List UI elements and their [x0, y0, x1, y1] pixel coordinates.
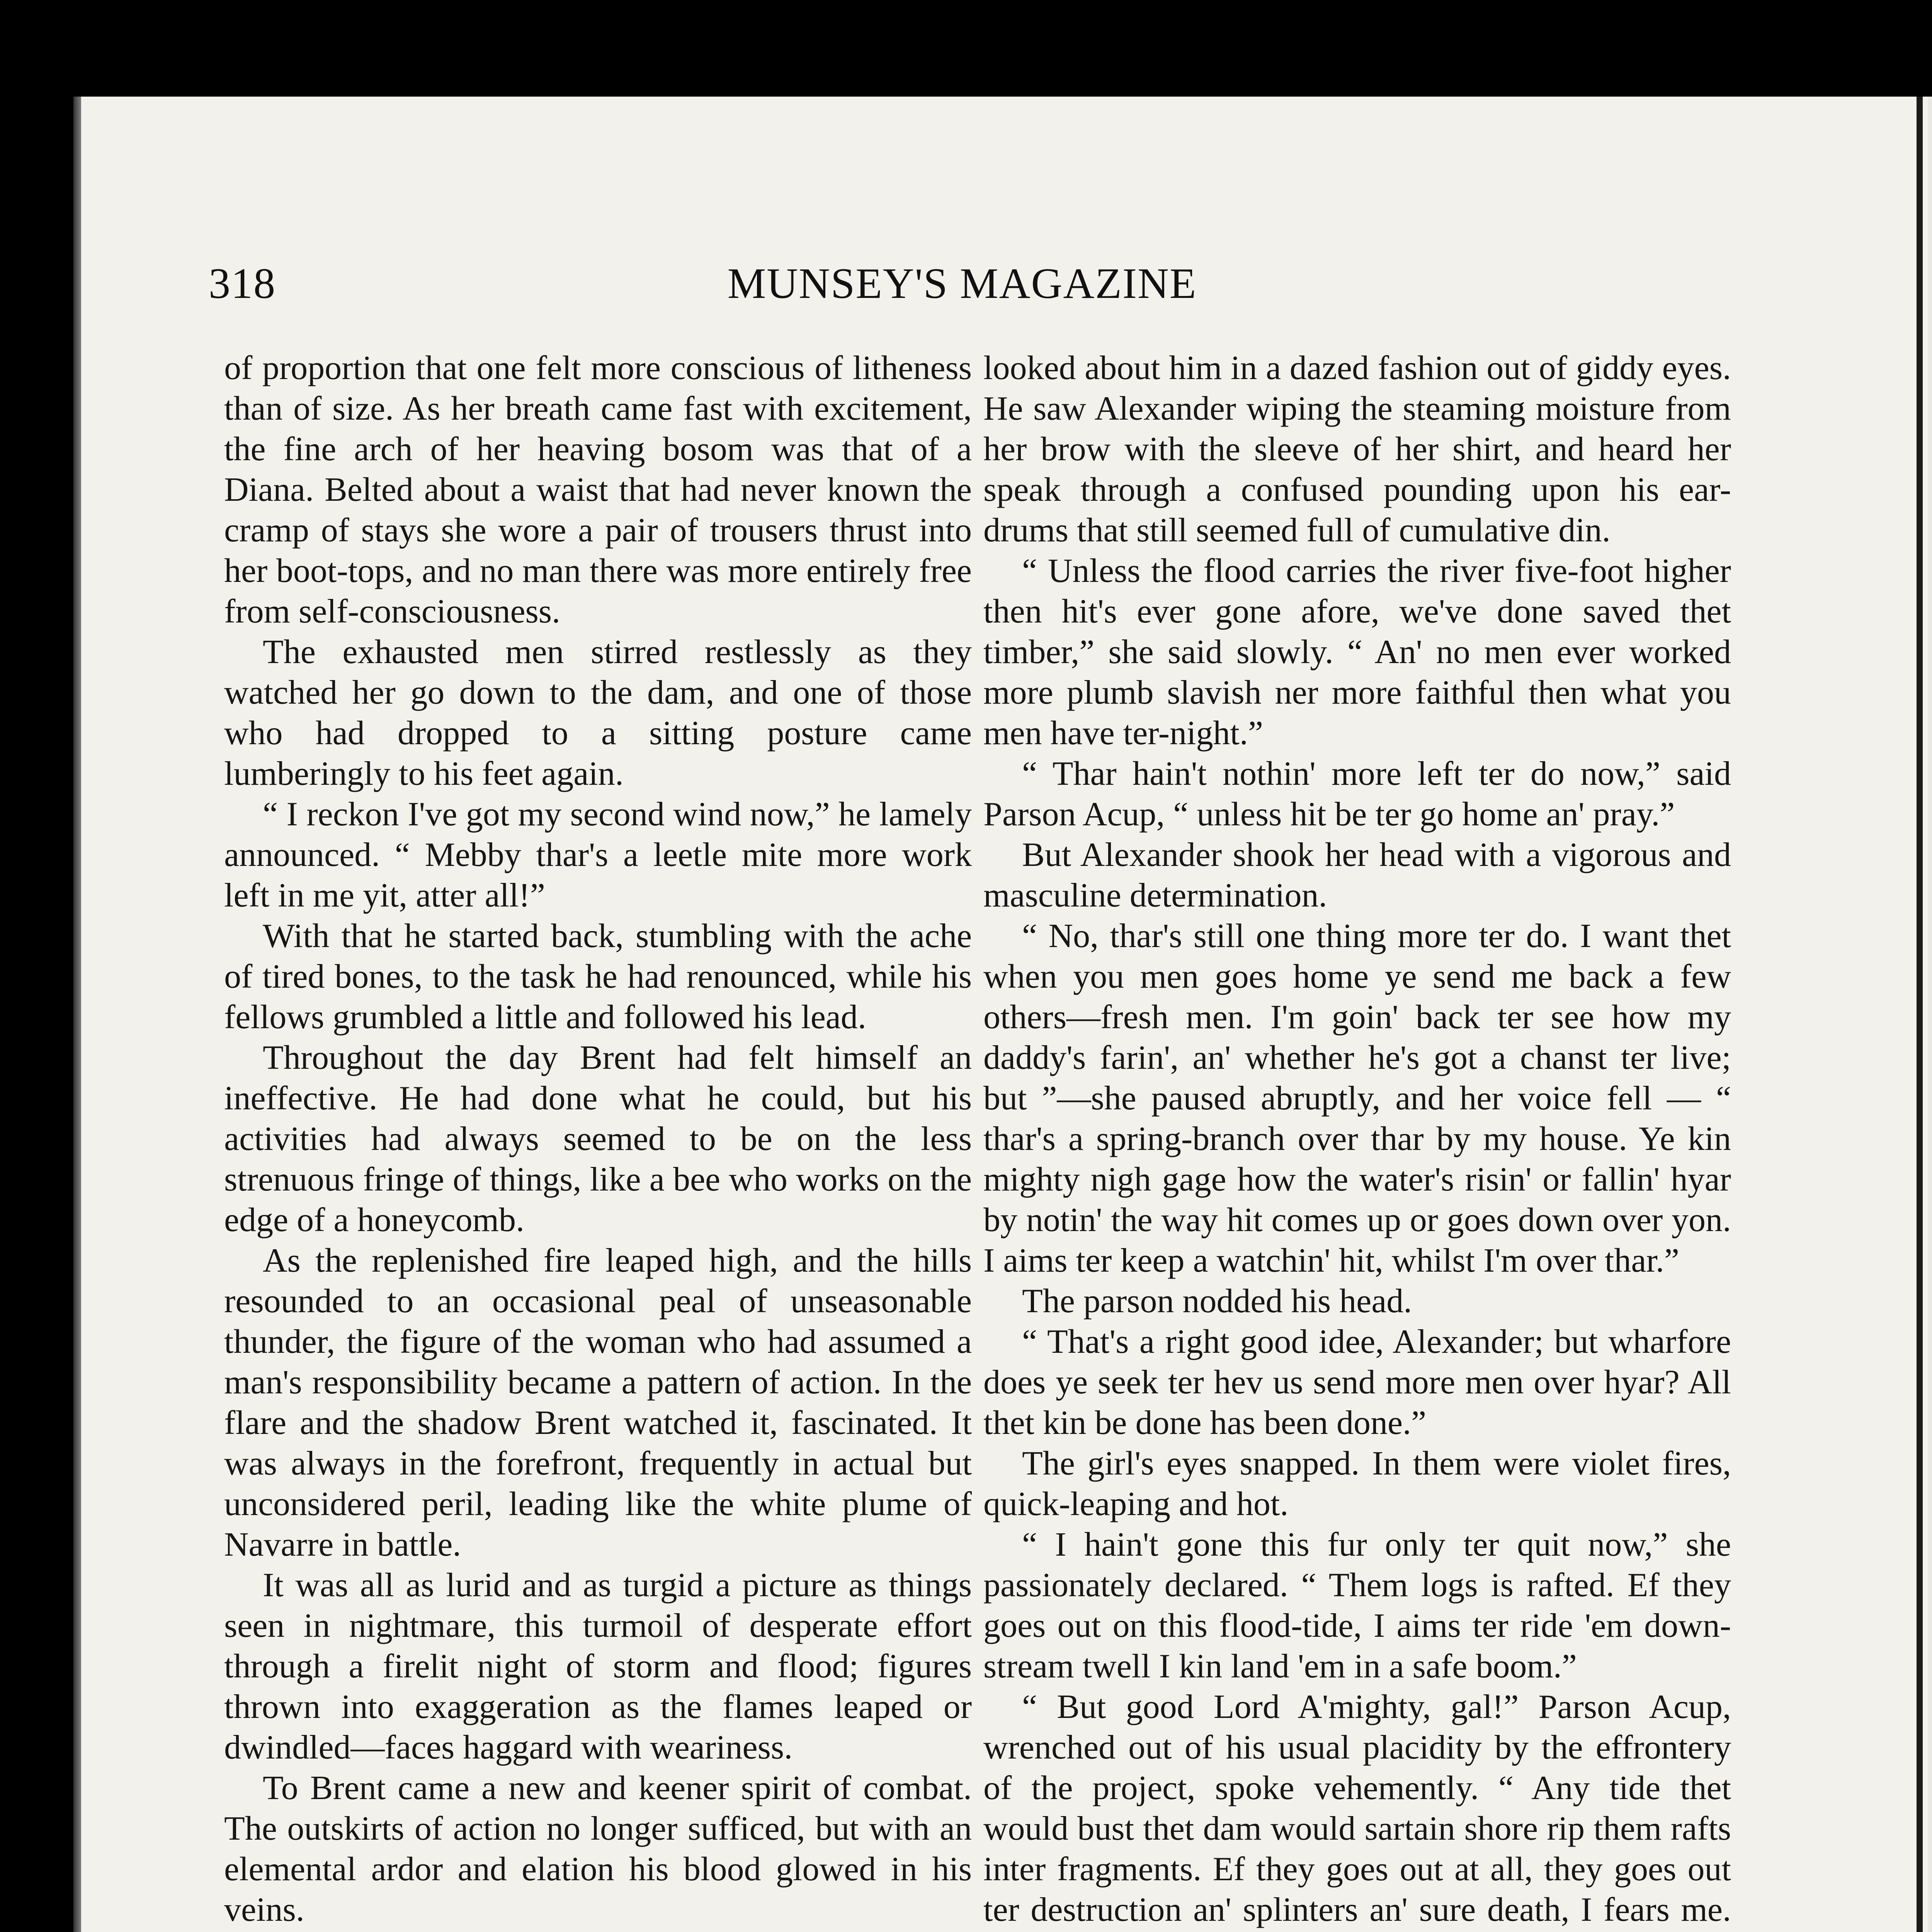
paragraph: The girl's eyes snapped. In them were violet fires, quick-leaping and hot. [983, 1445, 1731, 1523]
paragraph: Throughout the day Brent had felt himself an ineffective. He had done what he could, but his activities had always seemed to be on the less strenuous fringe of things, like a bee who works on the edge of a honeycomb. [224, 1039, 972, 1239]
paragraph: “ I hain't gone this fur only ter quit now,” she passionately declared. “ Them logs is rafted. Ef they goes out on this flood-tide, I aims ter ride 'em down-stream twell I kin land 'em in a safe boom.” [983, 1526, 1731, 1685]
paragraph: “ Thar hain't nothin' more left ter do now,” said Parson Acup, “ unless hit be ter go home an' pray.” [983, 755, 1731, 833]
paragraph: “ Unless the flood carries the river five-foot higher then hit's ever gone afore, we've done saved thet timber,” she said slowly. “ An' no men ever worked more plumb slavish ner more faithful then what you men have ter-night.” [983, 552, 1731, 752]
paragraph: “ I reckon I've got my second wind now,” he lamely announced. “ Mebby thar's a leetle mite more work left in me yit, atter all!” [224, 796, 972, 914]
paragraph: “ But good Lord A'mighty, gal!” Parson Acup, wrenched out of his usual placidity by the effrontery of the project, spoke vehemently. “ Any tide thet would bust thet dam would sartain shore rip them rafts inter fragments. Ef they goes out at all, they goes out ter destruction an' splinters an' sure death, I fears me. [983, 1688, 1731, 1929]
paragraph: The exhausted men stirred restlessly as they watched her go down to the dam, and one of those who had dropped to a sitting posture came lumberingly to his feet again. [224, 633, 972, 793]
text-column-left [224, 348, 972, 1932]
paragraph: As the replenished fire leaped high, and the hills resounded to an occasional peal of unseasonable thunder, the figure of the woman who had assumed a man's responsibility became a pattern of action. In the flare and the shadow Brent watched it, fascinated. It was always in the forefront, frequently in actual but unconsidered peril, leading like the white plume of Navarre in battle. [224, 1242, 972, 1563]
paragraph: looked about him in a dazed fashion out of giddy eyes. He saw Alexander wiping the steaming moisture from her brow with the sleeve of her shirt, and heard her speak through a confused pounding upon his ear-drums that still seemed full of cumulative din. [983, 349, 1731, 549]
facing-page-sliver [1928, 97, 1932, 1932]
paragraph: of proportion that one felt more conscious of litheness than of size. As her breath came fast with excitement, the fine arch of her heaving bosom was that of a Diana. Belted about a waist that had never known the cramp of stays she wore a pair of trousers thrust into her boot-tops, and no man there was more entirely free from self-consciousness. [224, 349, 972, 630]
paragraph: To Brent came a new and keener spirit of combat. The outskirts of action no longer sufficed, but with an elemental ardor and elation his blood glowed in his veins. [224, 1769, 972, 1929]
paragraph: But Alexander shook her head with a vigorous and masculine determination. [983, 836, 1731, 914]
running-header [209, 259, 1716, 313]
page-gutter [1917, 97, 1923, 1932]
paragraph: “ That's a right good idee, Alexander; but wharfore does ye seek ter hev us send more men over hyar? All thet kin be done has been done.” [983, 1323, 1731, 1442]
paragraph [224, 1930, 972, 1932]
page-number: 318 [209, 260, 276, 308]
magazine-title: MUNSEY'S MAGAZINE [727, 260, 1197, 308]
text-column-right [983, 348, 1731, 1932]
paragraph: With that he started back, stumbling with the ache of tired bones, to the task he had renounced, while his fellows grumbled a little and followed his lead. [224, 917, 972, 1036]
paragraph: It was all as lurid and as turgid a picture as things seen in nightmare, this turmoil of desperate effort through a firelit night of storm and flood; figures thrown into exaggeration as the flames leaped or dwindled—faces haggard with weariness. [224, 1566, 972, 1766]
paragraph: “ No, thar's still one thing more ter do. I want thet when you men goes home ye send me back a few others—fresh men. I'm goin' back ter see how my daddy's farin', an' whether he's got a chanst ter live; but ”—she paused abruptly, and her voice fell — “ thar's a spring-branch over thar by my house. Ye kin mighty nigh gage how the water's risin' or fallin' hyar by notin' the way hit comes up or goes down over yon. I aims ter keep a watchin' hit, whilst I'm over thar.” [983, 917, 1731, 1279]
paragraph: The parson nodded his head. [1022, 1282, 1412, 1320]
